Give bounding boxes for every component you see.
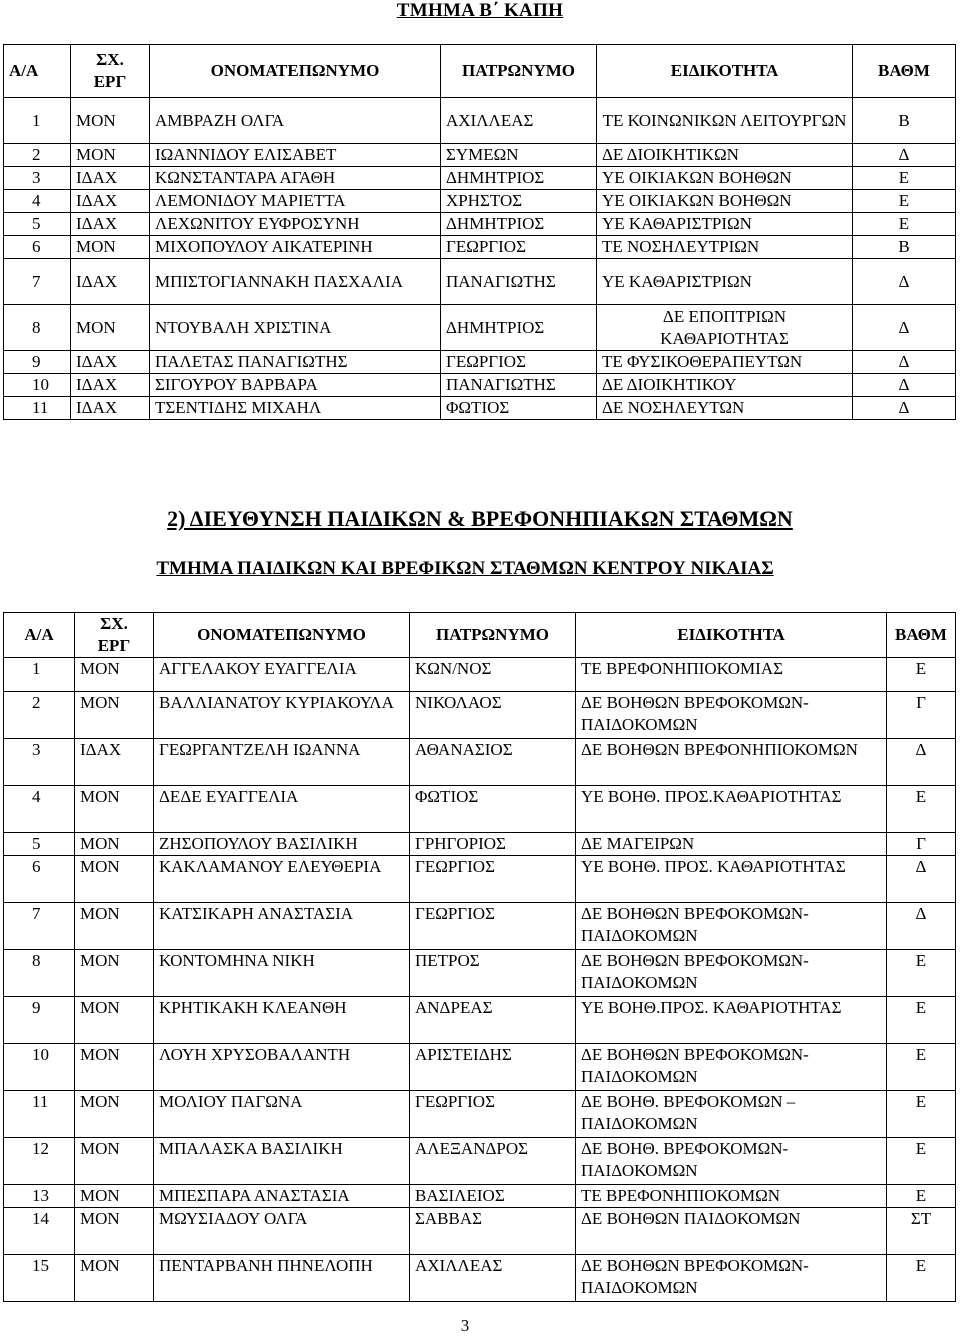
header-aa: Α/Α — [4, 613, 75, 658]
cell-sx: ΙΔΑΧ — [75, 739, 154, 786]
cell-vathmos: Δ — [853, 374, 956, 397]
table-row — [4, 305, 956, 351]
cell-vathmos: Ε — [853, 190, 956, 213]
table-row — [4, 950, 956, 997]
cell-vathmos: Β — [853, 236, 956, 259]
cell-aa: 12 — [4, 1138, 75, 1185]
cell-sx: ΜΟΝ — [75, 1255, 154, 1302]
table-row — [4, 658, 956, 692]
cell-sx: ΙΔΑΧ — [71, 213, 150, 236]
cell-sx: ΜΟΝ — [75, 950, 154, 997]
cell-eidikotita: ΔΕ ΕΠΟΠΤΡΙΩΝ ΚΑΘΑΡΙΟΤΗΤΑΣ — [597, 305, 853, 351]
cell-name: ΜΩΥΣΙΑΔΟΥ ΟΛΓΑ — [154, 1208, 410, 1255]
table-row — [4, 692, 956, 739]
cell-vathmos: Ε — [887, 786, 956, 833]
cell-sx: ΜΟΝ — [75, 1208, 154, 1255]
cell-name: ΚΑΚΛΑΜΑΝΟΥ ΕΛΕΥΘΕΡΙΑ — [154, 856, 410, 903]
kapi-staff-table — [3, 44, 956, 420]
cell-aa: 1 — [4, 98, 71, 144]
cell-aa: 11 — [4, 397, 71, 420]
header-sx-line2: ΕΡΓ — [93, 72, 127, 91]
table-row — [4, 374, 956, 397]
cell-vathmos: Δ — [853, 259, 956, 305]
cell-vathmos: Δ — [853, 305, 956, 351]
cell-eidikotita: ΥΕ ΚΑΘΑΡΙΣΤΡΙΩΝ — [597, 213, 853, 236]
table-row — [4, 167, 956, 190]
table-row — [4, 856, 956, 903]
cell-name: ΣΙΓΟΥΡΟΥ ΒΑΡΒΑΡΑ — [150, 374, 441, 397]
header-vathmos: ΒΑΘΜ — [887, 613, 956, 658]
cell-sx: ΜΟΝ — [75, 786, 154, 833]
cell-aa: 5 — [4, 213, 71, 236]
cell-patronymo: ΝΙΚΟΛΑΟΣ — [410, 692, 576, 739]
cell-eidikotita: ΔΕ ΝΟΣΗΛΕΥΤΩΝ — [597, 397, 853, 420]
table-header-row — [4, 613, 956, 658]
table-row — [4, 739, 956, 786]
table-row — [4, 786, 956, 833]
table-row — [4, 1208, 956, 1255]
cell-aa: 10 — [4, 1044, 75, 1091]
cell-vathmos: Ε — [853, 167, 956, 190]
table-header-row — [4, 45, 956, 98]
cell-sx: ΙΔΑΧ — [71, 259, 150, 305]
table-row — [4, 997, 956, 1044]
cell-eidikotita: ΔΕ ΒΟΗΘΩΝ ΒΡΕΦΟΚΟΜΩΝ-ΠΑΙΔΟΚΟΜΩΝ — [576, 903, 887, 950]
table-row — [4, 259, 956, 305]
cell-patronymo: ΓΕΩΡΓΙΟΣ — [441, 351, 597, 374]
document-title: ΤΜΗΜΑ Β΄ ΚΑΠΗ — [396, 0, 564, 21]
cell-aa: 3 — [4, 167, 71, 190]
header-name: ΟΝΟΜΑΤΕΠΩΝΥΜΟ — [154, 613, 410, 658]
cell-eidikotita: ΔΕ ΒΟΗΘΩΝ ΒΡΕΦΟΚΟΜΩΝ-ΠΑΙΔΟΚΟΜΩΝ — [576, 692, 887, 739]
table-row — [4, 144, 956, 167]
cell-eidikotita: ΔΕ ΔΙΟΙΚΗΤΙΚΩΝ — [597, 144, 853, 167]
cell-name: ΚΩΝΣΤΑΝΤΑΡΑ ΑΓΑΘΗ — [150, 167, 441, 190]
cell-patronymo: ΚΩΝ/ΝΟΣ — [410, 658, 576, 692]
cell-sx: ΜΟΝ — [75, 1185, 154, 1208]
cell-patronymo: ΠΑΝΑΓΙΩΤΗΣ — [441, 374, 597, 397]
cell-patronymo: ΑΘΑΝΑΣΙΟΣ — [410, 739, 576, 786]
cell-eidikotita: ΔΕ ΒΟΗΘΩΝ ΠΑΙΔΟΚΟΜΩΝ — [576, 1208, 887, 1255]
cell-eidikotita: ΤΕ ΒΡΕΦΟΝΗΠΙΟΚΟΜΙΑΣ — [576, 658, 887, 692]
cell-aa: 7 — [4, 903, 75, 950]
table-row — [4, 1185, 956, 1208]
cell-vathmos: Ε — [887, 1091, 956, 1138]
cell-name: ΚΑΤΣΙΚΑΡΗ ΑΝΑΣΤΑΣΙΑ — [154, 903, 410, 950]
cell-patronymo: ΓΕΩΡΓΙΟΣ — [410, 903, 576, 950]
cell-patronymo: ΑΝΔΡΕΑΣ — [410, 997, 576, 1044]
table-row — [4, 213, 956, 236]
cell-sx: ΜΟΝ — [71, 236, 150, 259]
cell-vathmos: Δ — [887, 903, 956, 950]
cell-patronymo: ΑΛΕΞΑΝΔΡΟΣ — [410, 1138, 576, 1185]
cell-name: ΠΑΛΕΤΑΣ ΠΑΝΑΓΙΩΤΗΣ — [150, 351, 441, 374]
cell-vathmos: Β — [853, 98, 956, 144]
cell-aa: 3 — [4, 739, 75, 786]
cell-vathmos: Δ — [853, 144, 956, 167]
cell-patronymo: ΔΗΜΗΤΡΙΟΣ — [441, 213, 597, 236]
header-sx-erg — [71, 45, 150, 98]
cell-vathmos: Γ — [887, 692, 956, 739]
cell-patronymo: ΓΕΩΡΓΙΟΣ — [441, 236, 597, 259]
cell-name: ΝΤΟΥΒΑΛΗ ΧΡΙΣΤΙΝΑ — [150, 305, 441, 351]
cell-name: ΛΕΧΩΝΙΤΟΥ ΕΥΦΡΟΣΥΝΗ — [150, 213, 441, 236]
cell-aa: 13 — [4, 1185, 75, 1208]
table-row — [4, 397, 956, 420]
cell-sx: ΜΟΝ — [75, 1044, 154, 1091]
cell-vathmos: Ε — [887, 997, 956, 1044]
cell-sx: ΙΔΑΧ — [71, 351, 150, 374]
cell-eidikotita: ΥΕ ΟΙΚΙΑΚΩΝ ΒΟΗΘΩΝ — [597, 167, 853, 190]
cell-eidikotita: ΔΕ ΒΟΗΘΩΝ ΒΡΕΦΟΝΗΠΙΟΚΟΜΩΝ — [576, 739, 887, 786]
cell-patronymo: ΔΗΜΗΤΡΙΟΣ — [441, 305, 597, 351]
cell-sx: ΜΟΝ — [71, 144, 150, 167]
table-row — [4, 98, 956, 144]
cell-patronymo: ΑΡΙΣΤΕΙΔΗΣ — [410, 1044, 576, 1091]
cell-vathmos: Δ — [887, 739, 956, 786]
cell-sx: ΜΟΝ — [75, 997, 154, 1044]
cell-sx: ΜΟΝ — [75, 692, 154, 739]
cell-name: ΜΟΛΙΟΥ ΠΑΓΩΝΑ — [154, 1091, 410, 1138]
cell-aa: 1 — [4, 658, 75, 692]
cell-patronymo: ΓΕΩΡΓΙΟΣ — [410, 856, 576, 903]
cell-name: ΜΙΧΟΠΟΥΛΟΥ ΑΙΚΑΤΕΡΙΝΗ — [150, 236, 441, 259]
cell-aa: 10 — [4, 374, 71, 397]
cell-eidikotita: ΤΕ ΦΥΣΙΚΟΘΕΡΑΠΕΥΤΩΝ — [597, 351, 853, 374]
cell-aa: 5 — [4, 833, 75, 856]
cell-name: ΒΑΛΛΙΑΝΑΤΟΥ ΚΥΡΙΑΚΟΥΛΑ — [154, 692, 410, 739]
cell-aa: 8 — [4, 305, 71, 351]
cell-eidikotita: ΤΕ ΒΡΕΦΟΝΗΠΙΟΚΟΜΩΝ — [576, 1185, 887, 1208]
department-subtitle: ΤΜΗΜΑ ΠΑΙΔΙΚΩΝ ΚΑΙ ΒΡΕΦΙΚΩΝ ΣΤΑΘΜΩΝ ΚΕΝΤΡΟΥ ΝΙΚΑΙΑΣ — [156, 558, 774, 579]
cell-sx: ΜΟΝ — [75, 1138, 154, 1185]
cell-patronymo: ΦΩΤΙΟΣ — [410, 786, 576, 833]
cell-patronymo: ΓΕΩΡΓΙΟΣ — [410, 1091, 576, 1138]
cell-name: ΚΡΗΤΙΚΑΚΗ ΚΛΕΑΝΘΗ — [154, 997, 410, 1044]
cell-vathmos: Δ — [853, 397, 956, 420]
section-title: 2) ΔΙΕΥΘΥΝΣΗ ΠΑΙΔΙΚΩΝ & ΒΡΕΦΟΝΗΠΙΑΚΩΝ ΣΤΑΘΜΩΝ — [167, 506, 793, 531]
cell-sx: ΜΟΝ — [75, 856, 154, 903]
header-patronymo: ΠΑΤΡΩΝΥΜΟ — [410, 613, 576, 658]
table-row — [4, 1044, 956, 1091]
cell-sx: ΙΔΑΧ — [71, 167, 150, 190]
table-row — [4, 1091, 956, 1138]
cell-vathmos: Δ — [853, 351, 956, 374]
cell-name: ΛΟΥΗ ΧΡΥΣΟΒΑΛΑΝΤΗ — [154, 1044, 410, 1091]
cell-vathmos: ΣΤ — [887, 1208, 956, 1255]
header-sx-line2: ΕΡΓ — [97, 636, 131, 655]
cell-name: ΤΣΕΝΤΙΔΗΣ ΜΙΧΑΗΛ — [150, 397, 441, 420]
cell-patronymo: ΑΧΙΛΛΕΑΣ — [410, 1255, 576, 1302]
cell-sx: ΜΟΝ — [71, 305, 150, 351]
cell-eidikotita: ΔΕ ΒΟΗΘ. ΒΡΕΦΟΚΟΜΩΝ – ΠΑΙΔΟΚΟΜΩΝ — [576, 1091, 887, 1138]
cell-eidikotita: ΤΕ ΚΟΙΝΩΝΙΚΩΝ ΛΕΙΤΟΥΡΓΩΝ — [597, 98, 853, 144]
cell-aa: 7 — [4, 259, 71, 305]
cell-patronymo: ΑΧΙΛΛΕΑΣ — [441, 98, 597, 144]
table-row — [4, 190, 956, 213]
cell-aa: 4 — [4, 786, 75, 833]
cell-name: ΔΕΔΕ ΕΥΑΓΓΕΛΙΑ — [154, 786, 410, 833]
cell-patronymo: ΔΗΜΗΤΡΙΟΣ — [441, 167, 597, 190]
cell-aa: 2 — [4, 692, 75, 739]
table-row — [4, 236, 956, 259]
table-row — [4, 833, 956, 856]
cell-vathmos: Ε — [887, 1255, 956, 1302]
cell-aa: 4 — [4, 190, 71, 213]
table-row — [4, 351, 956, 374]
cell-sx: ΜΟΝ — [75, 658, 154, 692]
cell-aa: 9 — [4, 351, 71, 374]
cell-vathmos: Ε — [887, 1138, 956, 1185]
cell-vathmos: Δ — [887, 856, 956, 903]
cell-name: ΑΜΒΡΑΖΗ ΟΛΓΑ — [150, 98, 441, 144]
cell-eidikotita: ΥΕ ΒΟΗΘ. ΠΡΟΣ. ΚΑΘΑΡΙΟΤΗΤΑΣ — [576, 856, 887, 903]
header-sx-line1: ΣΧ. — [100, 614, 128, 633]
cell-sx: ΜΟΝ — [75, 1091, 154, 1138]
cell-vathmos: Ε — [887, 1044, 956, 1091]
cell-name: ΜΠΑΛΑΣΚΑ ΒΑΣΙΛΙΚΗ — [154, 1138, 410, 1185]
cell-eidikotita: ΔΕ ΔΙΟΙΚΗΤΙΚΟΥ — [597, 374, 853, 397]
cell-aa: 6 — [4, 236, 71, 259]
cell-aa: 9 — [4, 997, 75, 1044]
header-eidikotita: ΕΙΔΙΚΟΤΗΤΑ — [576, 613, 887, 658]
cell-aa: 2 — [4, 144, 71, 167]
header-eidikotita: ΕΙΔΙΚΟΤΗΤΑ — [597, 45, 853, 98]
cell-patronymo: ΠΕΤΡΟΣ — [410, 950, 576, 997]
cell-sx: ΙΔΑΧ — [71, 397, 150, 420]
cell-name: ΙΩΑΝΝΙΔΟΥ ΕΛΙΣΑΒΕΤ — [150, 144, 441, 167]
cell-name: ΚΟΝΤΟΜΗΝΑ ΝΙΚΗ — [154, 950, 410, 997]
header-sx-line1: ΣΧ. — [96, 50, 124, 69]
cell-patronymo: ΣΥΜΕΩΝ — [441, 144, 597, 167]
header-name: ΟΝΟΜΑΤΕΠΩΝΥΜΟ — [150, 45, 441, 98]
cell-eidikotita: ΥΕ ΟΙΚΙΑΚΩΝ ΒΟΗΘΩΝ — [597, 190, 853, 213]
header-patronymo: ΠΑΤΡΩΝΥΜΟ — [441, 45, 597, 98]
table-row — [4, 1255, 956, 1302]
cell-sx: ΜΟΝ — [75, 833, 154, 856]
cell-patronymo: ΣΑΒΒΑΣ — [410, 1208, 576, 1255]
cell-name: ΠΕΝΤΑΡΒΑΝΗ ΠΗΝΕΛΟΠΗ — [154, 1255, 410, 1302]
cell-vathmos: Ε — [887, 950, 956, 997]
cell-name: ΛΕΜΟΝΙΔΟΥ ΜΑΡΙΕΤΤΑ — [150, 190, 441, 213]
cell-eidikotita: ΥΕ ΒΟΗΘ. ΠΡΟΣ.ΚΑΘΑΡΙΟΤΗΤΑΣ — [576, 786, 887, 833]
cell-aa: 11 — [4, 1091, 75, 1138]
header-sx-erg — [75, 613, 154, 658]
header-vathmos: ΒΑΘΜ — [853, 45, 956, 98]
cell-name: ΑΓΓΕΛΑΚΟΥ ΕΥΑΓΓΕΛΙΑ — [154, 658, 410, 692]
cell-patronymo: ΒΑΣΙΛΕΙΟΣ — [410, 1185, 576, 1208]
cell-name: ΓΕΩΡΓΑΝΤΖΕΛΗ ΙΩΑΝΝΑ — [154, 739, 410, 786]
cell-aa: 15 — [4, 1255, 75, 1302]
cell-patronymo: ΓΡΗΓΟΡΙΟΣ — [410, 833, 576, 856]
header-aa: Α/Α — [4, 45, 71, 98]
nursery-staff-table — [3, 612, 956, 1302]
cell-aa: 8 — [4, 950, 75, 997]
cell-sx: ΜΟΝ — [71, 98, 150, 144]
page-number: 3 — [460, 1316, 470, 1335]
cell-eidikotita: ΔΕ ΒΟΗΘΩΝ ΒΡΕΦΟΚΟΜΩΝ-ΠΑΙΔΟΚΟΜΩΝ — [576, 1044, 887, 1091]
table-row — [4, 1138, 956, 1185]
cell-patronymo: ΦΩΤΙΟΣ — [441, 397, 597, 420]
cell-name: ΜΠΕΣΠΑΡΑ ΑΝΑΣΤΑΣΙΑ — [154, 1185, 410, 1208]
cell-vathmos: Ε — [887, 658, 956, 692]
cell-sx: ΙΔΑΧ — [71, 190, 150, 213]
cell-sx: ΙΔΑΧ — [71, 374, 150, 397]
cell-vathmos: Ε — [887, 1185, 956, 1208]
cell-patronymo: ΠΑΝΑΓΙΩΤΗΣ — [441, 259, 597, 305]
cell-eidikotita: ΔΕ ΒΟΗΘΩΝ ΒΡΕΦΟΚΟΜΩΝ-ΠΑΙΔΟΚΟΜΩΝ — [576, 1255, 887, 1302]
cell-eidikotita: ΔΕ ΒΟΗΘΩΝ ΒΡΕΦΟΚΟΜΩΝ-ΠΑΙΔΟΚΟΜΩΝ — [576, 950, 887, 997]
cell-aa: 14 — [4, 1208, 75, 1255]
cell-name: ΖΗΣΟΠΟΥΛΟΥ ΒΑΣΙΛΙΚΗ — [154, 833, 410, 856]
cell-vathmos: Γ — [887, 833, 956, 856]
cell-eidikotita: ΤΕ ΝΟΣΗΛΕΥΤΡΙΩΝ — [597, 236, 853, 259]
cell-sx: ΜΟΝ — [75, 903, 154, 950]
cell-eidikotita: ΔΕ ΒΟΗΘ. ΒΡΕΦΟΚΟΜΩΝ-ΠΑΙΔΟΚΟΜΩΝ — [576, 1138, 887, 1185]
cell-eidikotita: ΔΕ ΜΑΓΕΙΡΩΝ — [576, 833, 887, 856]
cell-eidikotita: ΥΕ ΒΟΗΘ.ΠΡΟΣ. ΚΑΘΑΡΙΟΤΗΤΑΣ — [576, 997, 887, 1044]
cell-name: ΜΠΙΣΤΟΓΙΑΝΝΑΚΗ ΠΑΣΧΑΛΙΑ — [150, 259, 441, 305]
table-row — [4, 903, 956, 950]
cell-vathmos: Ε — [853, 213, 956, 236]
cell-eidikotita: ΥΕ ΚΑΘΑΡΙΣΤΡΙΩΝ — [597, 259, 853, 305]
cell-patronymo: ΧΡΗΣΤΟΣ — [441, 190, 597, 213]
cell-aa: 6 — [4, 856, 75, 903]
